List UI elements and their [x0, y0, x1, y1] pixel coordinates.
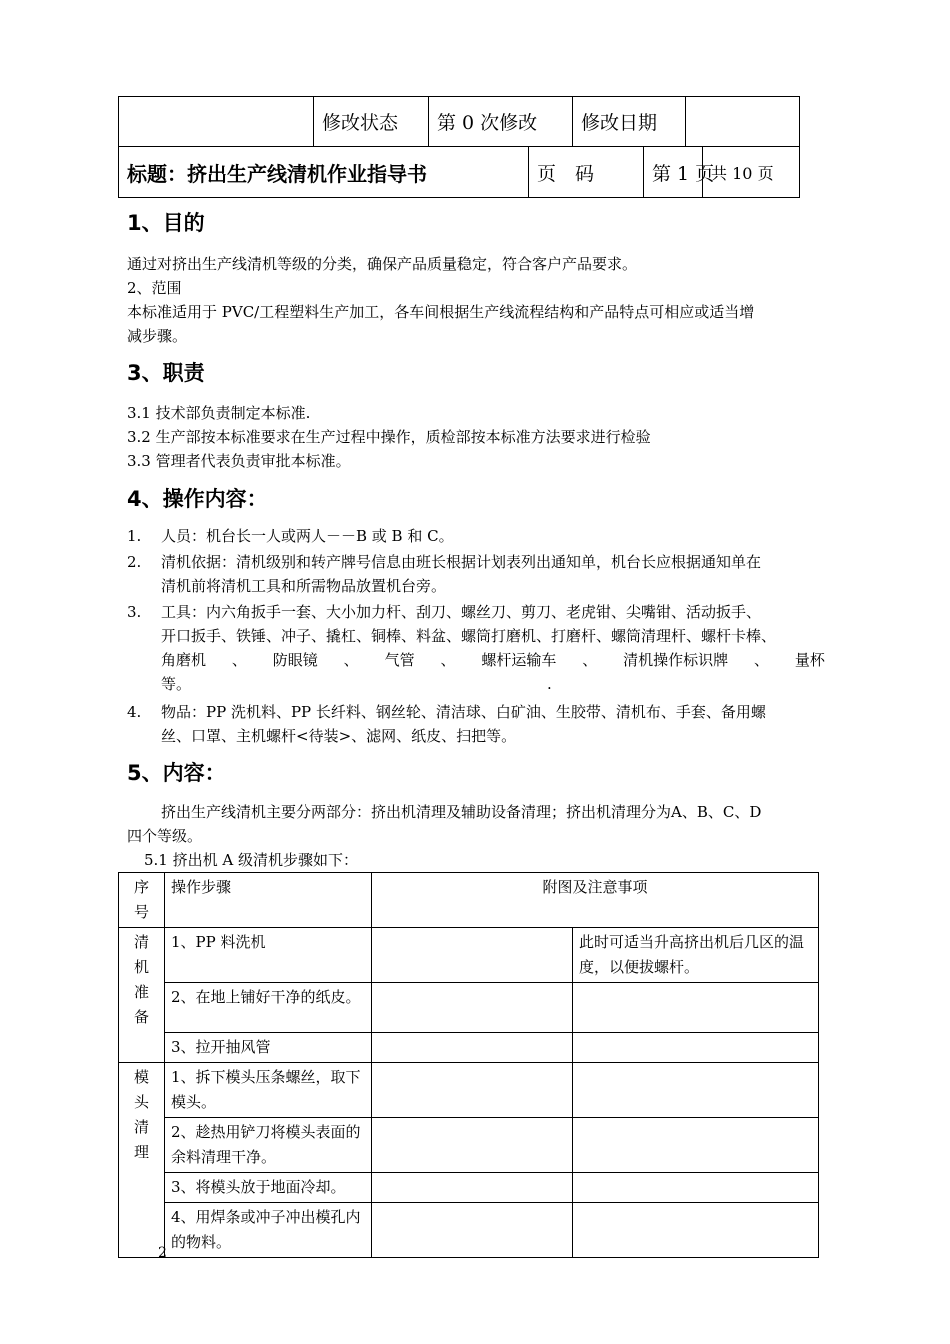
list-text	[161, 550, 841, 598]
section-5-title: 5、内容：	[127, 761, 226, 785]
step-image-cell	[372, 928, 573, 983]
step-operation: 2、在地上铺好干净的纸皮。	[165, 983, 372, 1033]
table-row	[119, 1203, 819, 1258]
page-total: 共 10 页	[703, 147, 800, 198]
step-image-cell	[372, 1033, 573, 1063]
tool-item: 防眼镜	[272, 651, 318, 669]
section-2-title: 2、范围	[127, 279, 182, 297]
tool-item: 螺杆运输车	[481, 651, 557, 669]
separator: 、	[754, 651, 770, 669]
tool-item: 清机操作标识牌	[623, 651, 729, 669]
table-row	[119, 1173, 819, 1203]
list-line: 工具：内六角扳手一套、大小加力杆、刮刀、螺丝刀、剪刀、老虎钳、尖嘴钳、活动扳手、	[161, 603, 762, 621]
separator: 、	[343, 651, 359, 669]
table-row	[119, 1033, 819, 1063]
list-text	[161, 700, 841, 748]
step-image-cell	[372, 1203, 573, 1258]
step-image-cell	[372, 1063, 573, 1118]
separator: 、	[582, 651, 598, 669]
group-label-prep: 清 机 准 备	[119, 928, 165, 1063]
header-operation: 操作步骤	[165, 873, 372, 928]
list-line: 丝、口罩、主机螺杆<待装>、滤网、纸皮、扫把等。	[161, 727, 517, 745]
list-number: 1.	[127, 527, 142, 545]
revision-date-value	[686, 97, 800, 147]
list-number: 4.	[127, 703, 142, 721]
step-image-cell	[372, 1173, 573, 1203]
step-operation: 3、将模头放于地面冷却。	[165, 1173, 372, 1203]
list-line: 物品：PP 洗机料、PP 长纤料、钢丝轮、清洁球、白矿油、生胶带、清机布、手套、备用螺	[161, 703, 766, 721]
separator: 、	[440, 651, 456, 669]
section-5-text-line2: 四个等级。	[127, 827, 203, 845]
step-operation: 4、用焊条或冲子冲出模孔内的物料。	[165, 1203, 372, 1258]
section-2-text-line1: 本标准适用于 PVC/工程塑料生产加工，各车间根据生产线流程结构和产品特点可相应或适当增	[127, 303, 755, 321]
step-operation: 3、拉开抽风管	[165, 1033, 372, 1063]
section-5-text-line1: 挤出生产线清机主要分两部分：挤出机清理及辅助设备清理；挤出机清理分为A、B、C、D	[161, 803, 762, 821]
tool-item: 量杯	[794, 651, 825, 669]
list-number: 3.	[127, 603, 142, 621]
revision-number: 第 0 次修改	[429, 97, 573, 147]
list-line: 开口扳手、铁锤、冲子、撬杠、铜棒、料盆、螺筒打磨机、打磨杆、螺筒清理杆、螺杆卡棒、	[161, 627, 777, 645]
section-2-text-line2: 减步骤。	[127, 327, 188, 345]
step-image-cell	[372, 1118, 573, 1173]
step-operation: 1、PP 料洗机	[165, 928, 372, 983]
step-note	[573, 983, 819, 1033]
list-line: 清机依据：清机级别和转产牌号信息由班长根据计划表列出通知单，机台长应根据通知单在	[161, 553, 762, 571]
step-note	[573, 1173, 819, 1203]
page-label: 页 码	[529, 147, 644, 198]
section-1-text: 通过对挤出生产线清机等级的分类，确保产品质量稳定，符合客户产品要求。	[127, 255, 638, 273]
section-1-title: 1、目的	[127, 211, 205, 235]
section-3-item: 3.3 管理者代表负责审批本标准。	[127, 452, 351, 470]
table-row	[119, 1118, 819, 1173]
table-row	[119, 1063, 819, 1118]
step-note	[573, 1203, 819, 1258]
list-line-end: 等。	[161, 675, 192, 693]
section-3-title: 3、职责	[127, 361, 205, 385]
step-operation: 1、拆下模头压条螺丝，取下模头。	[165, 1063, 372, 1118]
step-note	[573, 1033, 819, 1063]
group-label-die: 模 头 清 理	[119, 1063, 165, 1258]
list-line-justified	[161, 648, 825, 672]
section-5-1-caption: 5.1 挤出机 A 级清机步骤如下：	[144, 851, 358, 869]
step-note	[573, 1118, 819, 1173]
list-number: 2.	[127, 553, 142, 571]
revision-status-label: 修改状态	[314, 97, 429, 147]
steps-table	[118, 872, 819, 1258]
table-row	[119, 983, 819, 1033]
list-line: 清机前将清机工具和所需物品放置机台旁。	[161, 577, 447, 595]
section-4-title: 4、操作内容：	[127, 487, 268, 511]
step-image-cell	[372, 983, 573, 1033]
header-notes: 附图及注意事项	[372, 873, 819, 928]
tool-item: 气管	[384, 651, 415, 669]
step-operation: 2、趁热用铲刀将模头表面的余料清理干净。	[165, 1118, 372, 1173]
list-text: 人员：机台长一人或两人－－B 或 B 和 C。	[161, 527, 454, 545]
list-text	[161, 600, 841, 696]
page-current: 第 1 页	[644, 147, 703, 198]
list-line	[161, 672, 841, 696]
tool-item: 角磨机	[161, 651, 207, 669]
separator: 、	[231, 651, 247, 669]
section-3-item: 3.2 生产部按本标准要求在生产过程中操作，质检部按本标准方法要求进行检验	[127, 428, 651, 446]
page-number: 2	[158, 1245, 167, 1261]
revision-date-label: 修改日期	[573, 97, 686, 147]
step-note	[573, 1063, 819, 1118]
stray-dot: .	[547, 675, 552, 693]
step-note: 此时可适当升高挤出机后几区的温度，以便拔螺杆。	[573, 928, 819, 983]
header-seq: 序 号	[119, 873, 165, 928]
table-row	[119, 928, 819, 983]
header-blank-cell	[119, 97, 314, 147]
header-table	[118, 96, 800, 198]
document-title: 标题：挤出生产线清机作业指导书	[119, 147, 529, 198]
section-3-item: 3.1 技术部负责制定本标准.	[127, 404, 311, 422]
